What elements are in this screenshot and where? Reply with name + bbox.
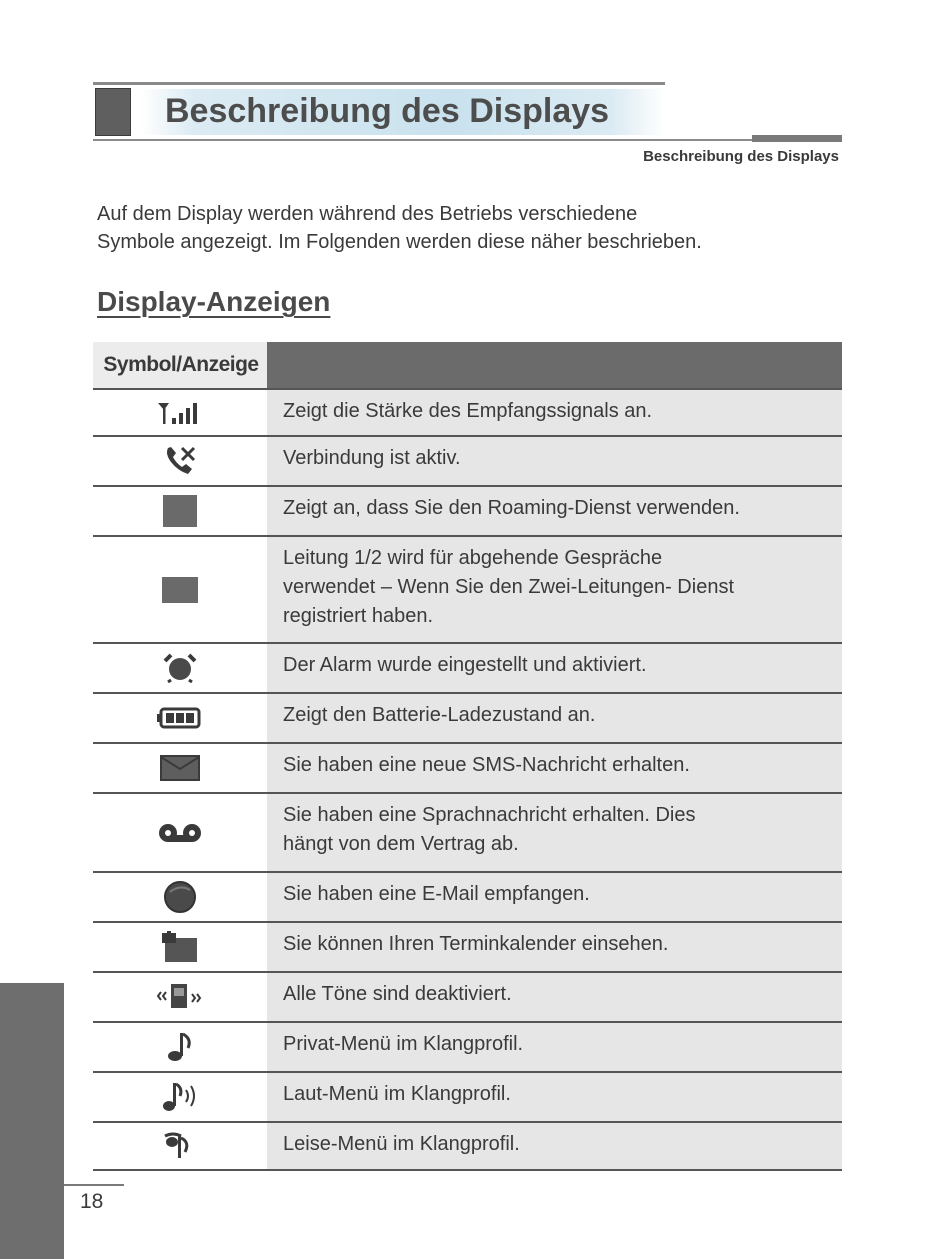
symbol-cell bbox=[93, 1073, 267, 1121]
chapter-title-banner bbox=[93, 82, 665, 140]
description-line: registriert haben. bbox=[283, 605, 434, 627]
title-marker-square bbox=[95, 88, 131, 136]
column-header-description bbox=[267, 342, 842, 388]
description-line: Sie haben eine neue SMS-Nachricht erhalten. bbox=[283, 754, 690, 776]
description-line: hängt von dem Vertrag ab. bbox=[283, 833, 519, 855]
table-row bbox=[93, 642, 842, 692]
description-line: Sie haben eine Sprachnachricht erhalten. Dies bbox=[283, 804, 696, 826]
description-line: verwendet – Wenn Sie den Zwei-Leitungen- Dienst bbox=[283, 576, 734, 598]
description-cell bbox=[267, 694, 842, 742]
description-line: Laut-Menü im Klangprofil. bbox=[283, 1083, 511, 1105]
description-line: Sie können Ihren Terminkalender einsehen. bbox=[283, 933, 669, 955]
description-cell bbox=[267, 1123, 842, 1169]
page-number: 18 bbox=[80, 1190, 104, 1213]
symbol-cell bbox=[93, 694, 267, 742]
line-icon bbox=[162, 577, 198, 603]
table-row bbox=[93, 485, 842, 535]
table-row bbox=[93, 1121, 842, 1171]
symbol-cell bbox=[93, 537, 267, 642]
symbol-cell bbox=[93, 973, 267, 1021]
table-row bbox=[93, 535, 842, 642]
vibrate-icon bbox=[155, 982, 205, 1012]
call-active-icon bbox=[162, 444, 198, 478]
page-number-rule bbox=[64, 1184, 124, 1186]
description-line: Zeigt den Batterie-Ladezustand an. bbox=[283, 704, 596, 726]
intro-paragraph bbox=[97, 200, 857, 256]
description-line: Privat-Menü im Klangprofil. bbox=[283, 1033, 524, 1055]
column-header-symbol: Symbol/Anzeige bbox=[93, 342, 267, 388]
description-cell bbox=[267, 437, 842, 485]
description-cell bbox=[267, 644, 842, 692]
title-top-rule bbox=[93, 82, 665, 85]
description-line: Sie haben eine E-Mail empfangen. bbox=[283, 883, 590, 905]
section-heading: Display-Anzeigen bbox=[97, 286, 331, 317]
symbol-cell bbox=[93, 794, 267, 871]
table-row bbox=[93, 388, 842, 435]
description-cell bbox=[267, 487, 842, 535]
symbol-cell bbox=[93, 487, 267, 535]
description-cell bbox=[267, 744, 842, 792]
description-cell bbox=[267, 794, 842, 871]
table-row bbox=[93, 435, 842, 485]
symbol-cell bbox=[93, 744, 267, 792]
description-cell bbox=[267, 1023, 842, 1071]
description-cell bbox=[267, 537, 842, 642]
title-bottom-rule bbox=[93, 139, 753, 141]
note-icon bbox=[166, 1031, 194, 1063]
table-row bbox=[93, 742, 842, 792]
table-row bbox=[93, 971, 842, 1021]
battery-icon bbox=[157, 707, 203, 729]
symbol-cell bbox=[93, 644, 267, 692]
description-cell bbox=[267, 973, 842, 1021]
description-line: Zeigt an, dass Sie den Roaming-Dienst verwenden. bbox=[283, 497, 740, 519]
email-icon bbox=[162, 880, 198, 914]
description-cell bbox=[267, 873, 842, 921]
title-bottom-rule-accent bbox=[752, 135, 842, 142]
symbol-cell bbox=[93, 390, 267, 435]
roaming-icon bbox=[163, 495, 197, 527]
description-cell bbox=[267, 923, 842, 971]
description-line: Zeigt die Stärke des Empfangssignals an. bbox=[283, 400, 653, 422]
table-row bbox=[93, 792, 842, 871]
symbol-cell bbox=[93, 923, 267, 971]
description-cell bbox=[267, 390, 842, 435]
table-row bbox=[93, 871, 842, 921]
description-line: Leise-Menü im Klangprofil. bbox=[283, 1133, 520, 1155]
table-row bbox=[93, 1021, 842, 1071]
display-symbols-table bbox=[93, 342, 842, 1171]
intro-line: Auf dem Display werden während des Betriebs verschiedene bbox=[97, 203, 638, 225]
page-title: Beschreibung des Displays bbox=[165, 92, 610, 130]
table-header bbox=[93, 342, 842, 388]
description-line: Leitung 1/2 wird für abgehende Gespräche bbox=[283, 547, 663, 569]
table-row bbox=[93, 921, 842, 971]
table-row bbox=[93, 1071, 842, 1121]
description-cell bbox=[267, 1073, 842, 1121]
signal-strength-icon bbox=[156, 400, 204, 426]
sms-icon bbox=[160, 755, 200, 781]
description-line: Alle Töne sind deaktiviert. bbox=[283, 983, 512, 1005]
alarm-clock-icon bbox=[162, 653, 198, 683]
intro-line: Symbole angezeigt. Im Folgenden werden diese näher beschrieben. bbox=[97, 231, 702, 253]
quiet-note-icon bbox=[163, 1130, 197, 1162]
calendar-icon bbox=[161, 931, 199, 963]
symbol-cell bbox=[93, 873, 267, 921]
voicemail-icon bbox=[156, 821, 204, 845]
symbol-cell bbox=[93, 437, 267, 485]
symbol-cell bbox=[93, 1023, 267, 1071]
table-row bbox=[93, 692, 842, 742]
description-line: Der Alarm wurde eingestellt und aktiviert. bbox=[283, 654, 647, 676]
symbol-cell bbox=[93, 1123, 267, 1169]
chapter-side-tab bbox=[0, 983, 64, 1259]
loud-note-icon bbox=[161, 1081, 199, 1113]
running-header: Beschreibung des Displays bbox=[643, 148, 839, 165]
description-line: Verbindung ist aktiv. bbox=[283, 447, 461, 469]
